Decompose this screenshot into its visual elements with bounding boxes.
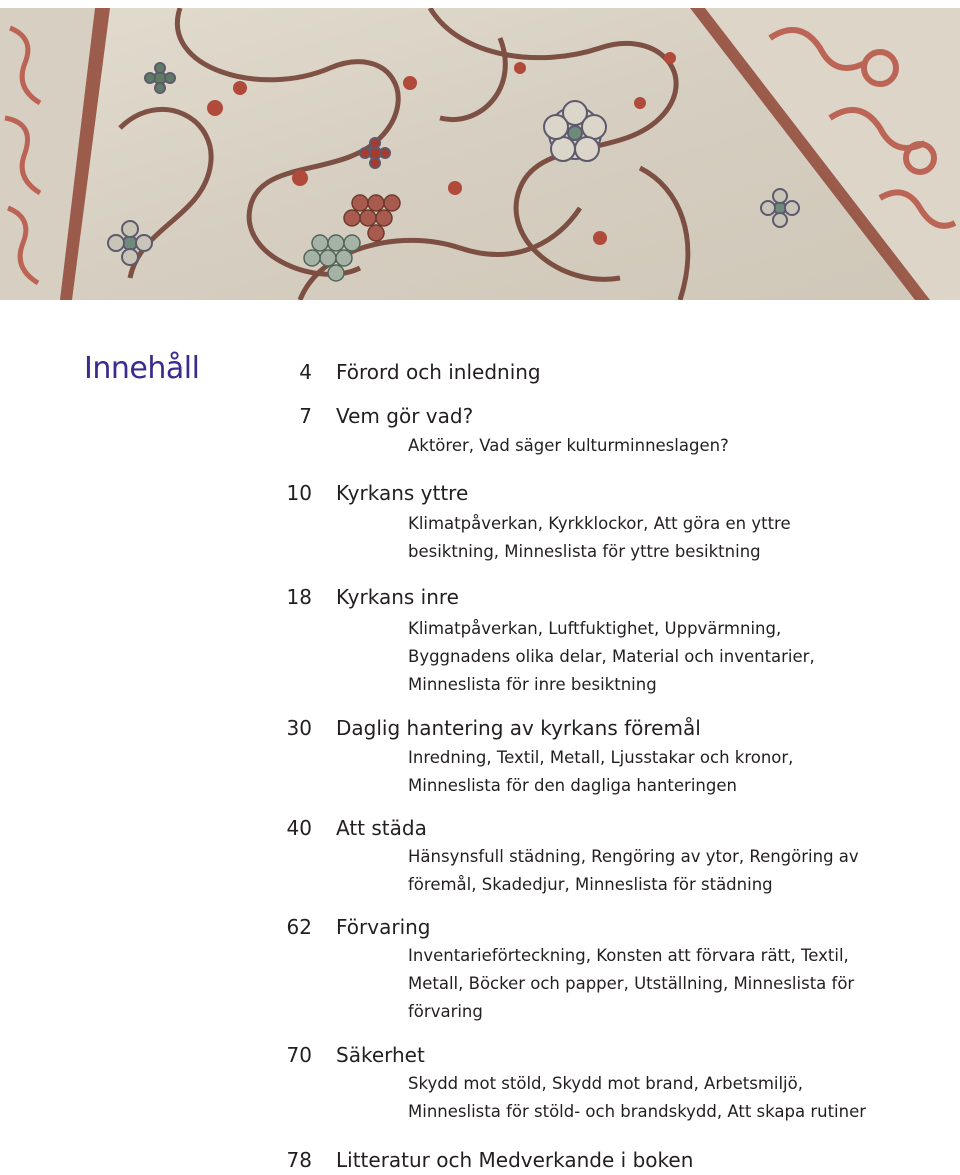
- entry-title: Kyrkans yttre: [336, 481, 469, 505]
- subtopic-line: Byggnadens olika delar, Material och inventarier,: [408, 647, 815, 666]
- entry-subtopics: [408, 432, 729, 460]
- entry-title: Daglig hantering av kyrkans föremål: [336, 716, 701, 740]
- page-number: 40: [286, 816, 312, 840]
- subtopic-line: Klimatpåverkan, Kyrkklockor, Att göra en yttre: [408, 514, 791, 533]
- entry-subtopics: [408, 1070, 866, 1126]
- page-number: 30: [286, 716, 312, 740]
- subtopic-line: Hänsynsfull städning, Rengöring av ytor, Rengöring av: [408, 847, 859, 866]
- entry-title: Litteratur och Medverkande i boken: [336, 1148, 694, 1172]
- entry-subtopics: [408, 615, 815, 699]
- subtopic-line: Minneslista för inre besiktning: [408, 675, 657, 694]
- entry-subtopics: [408, 942, 854, 1026]
- contents-heading: Innehåll: [84, 351, 200, 386]
- entry-title: Förord och inledning: [336, 360, 541, 384]
- entry-title: Kyrkans inre: [336, 585, 459, 609]
- subtopic-line: Skydd mot stöld, Skydd mot brand, Arbetsmiljö,: [408, 1074, 803, 1093]
- subtopic-line: Metall, Böcker och papper, Utställning, Minneslista för: [408, 974, 855, 993]
- entry-title: Vem gör vad?: [336, 404, 474, 428]
- page-number: 62: [286, 915, 312, 939]
- subtopic-line: Minneslista för stöld- och brandskydd, Att skapa rutiner: [408, 1102, 867, 1121]
- entry-subtopics: [408, 744, 793, 800]
- subtopic-line: Aktörer, Vad säger kulturminneslagen?: [408, 436, 729, 455]
- page-number: 7: [299, 404, 312, 428]
- entry-title: Säkerhet: [336, 1043, 425, 1067]
- subtopic-line: förvaring: [408, 1002, 483, 1021]
- page-number: 10: [286, 481, 312, 505]
- page-number: 18: [286, 585, 312, 609]
- entry-title: Förvaring: [336, 915, 431, 939]
- subtopic-line: Inredning, Textil, Metall, Ljusstakar och kronor,: [408, 748, 794, 767]
- entry-title: Att städa: [336, 816, 427, 840]
- subtopic-line: Klimatpåverkan, Luftfuktighet, Uppvärmning,: [408, 619, 782, 638]
- page-number: 4: [299, 360, 312, 384]
- subtopic-line: Minneslista för den dagliga hanteringen: [408, 776, 737, 795]
- subtopic-line: besiktning, Minneslista för yttre besiktning: [408, 542, 761, 561]
- page-number: 70: [286, 1043, 312, 1067]
- subtopic-line: föremål, Skadedjur, Minneslista för städning: [408, 875, 773, 894]
- subtopic-line: Inventarieförteckning, Konsten att förvara rätt, Textil,: [408, 946, 849, 965]
- page-number: 78: [286, 1148, 312, 1172]
- entry-subtopics: [408, 510, 791, 566]
- entry-subtopics: [408, 843, 859, 899]
